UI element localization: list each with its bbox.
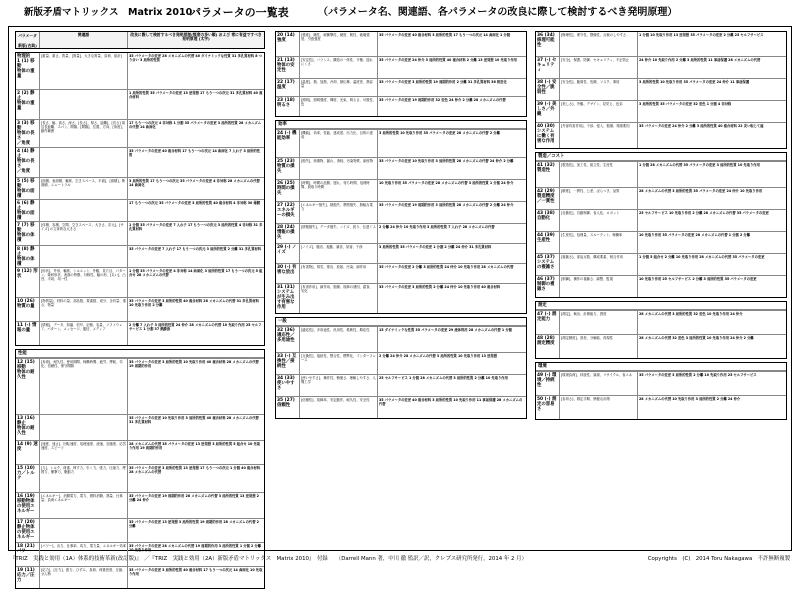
inventive-principles: 35 パラメータの変更 40 複合材料 17 もう一つの次元 14 曲面化 7 入れ子 3 局所的性質 [129, 148, 261, 157]
parameter-row [536, 100, 786, 122]
parameter-row [16, 518, 264, 542]
parameter-name: 2 (2) 静止 物体の重量 [16, 90, 40, 119]
parameter-name: 9 (12) 形状 [16, 268, 40, 297]
inventive-principles: 10 先取り作用 25 セルフサービス 2 分離 3 局所的性質 35 パラメータの変更 [639, 276, 757, 281]
parameter-name: 49 (-) 環境／持続性 [536, 372, 560, 395]
inventive-principles: 1 分割 35 パラメータの変更 4 非対称 14 曲面化 3 局所的性質 17 もう一つの次元 5 組合せ 28 メカニズムの代替 [129, 268, 263, 277]
related-terms: [外部有害作用]、干渉、侵入、損傷、環境要因 [560, 123, 638, 148]
parameter-name: 45 (37) システムの複雑さ [536, 254, 560, 275]
parameter-name: 18 (21) パワー [16, 543, 40, 566]
parameter-name: 40 (30) システムに働く有害な作用 [536, 123, 560, 148]
related-terms [40, 200, 128, 221]
parameter-row [536, 78, 786, 100]
parameter-name: 31 (31) システムが生み出す有害な作用 [276, 284, 300, 313]
parameter-name: 28 (24) 情報の損失 [276, 224, 300, 243]
parameter-row [16, 53, 264, 89]
inventive-principles: 35 パラメータの変更 19 周期的作用 32 変色 24 仲介 2 分離 28 メカニズムの代替 [379, 97, 506, 102]
related-terms: [製造性]、加工性、組立性、生産性 [560, 162, 638, 187]
related-terms: [体積、容積、空間、空きスペース、大きさ、次元]、[サイズ] の立体的な大きさ [40, 222, 128, 245]
column-3 [535, 31, 787, 547]
related-terms: [照明]、照明強度、輝度、光束、明るさ、可視性、色 [300, 97, 378, 116]
parameter-name: 13 (16) 静止 物体の耐久性 [16, 415, 40, 440]
parameter-name: 37 (-) セキュリティ [536, 57, 560, 78]
related-terms: [安定性]、バランス、構造の一体性、平衡、揺れにくさ [300, 57, 378, 78]
related-terms: [エネルギー]、消費電力、電力、燃料消費、熱量、仕事量、負荷エネルギー [40, 493, 128, 518]
parameter-row [16, 177, 264, 199]
inventive-principles: 3 局所的性質 17 もう一つの次元 35 パラメータの変更 4 非対称 28 メカニズムの代替 14 曲面化 [129, 178, 260, 187]
parameter-name: 14 (9) 速度 [16, 441, 40, 464]
parameter-row [536, 231, 786, 253]
parameter-name: 16 (19) 移動物体の使用エネルギー [16, 493, 40, 518]
related-terms: [重量、重さ、質量、[質量]、大きな質量、負荷、総計] [40, 53, 128, 89]
parameter-row [536, 371, 786, 395]
related-terms: [応力]、[圧力]、張力、ひずみ、負荷、荷重密度、圧縮、せん断 [40, 567, 128, 588]
column-2 [275, 31, 527, 547]
parameter-row [276, 352, 526, 374]
parameter-row [276, 283, 526, 313]
related-terms [40, 90, 128, 119]
inventive-principles: 35 パラメータの変更 3 局所的性質 2 分離 10 先取り作用 25 セルフサービス [639, 372, 757, 377]
related-terms: [ノイズ]、騒音、振動、雑音、妨害、干渉 [300, 244, 378, 263]
related-terms [40, 519, 128, 542]
inventive-principles: 35 パラメータの変更 3 局所的性質 40 複合材料 28 メカニズムの代替 31 多孔質材料 10 先取り作用 2 分離 [129, 298, 259, 307]
inventive-principles: 3 局所的性質 10 先取り作用 35 パラメータの変更 28 メカニズムの代替 2 分離 [379, 130, 500, 135]
parameter-name: 47 (-) 測定能力 [536, 311, 560, 334]
related-terms: [精度]、一貫性、公差、ばらつき、品質 [560, 188, 638, 209]
related-terms: [環境負荷]、持続性、資源、リサイクル、省エネ [560, 372, 638, 395]
group-title: 製造／コスト [536, 153, 786, 161]
parameter-row [16, 321, 264, 345]
inventive-principles: 2 分離 24 仲介 28 メカニズムの代替 3 局所的性質 10 先取り作用 13 逆発想 [379, 353, 497, 358]
related-terms [40, 148, 128, 177]
parameter-row [16, 297, 264, 321]
related-terms: [寿命]、耐久性、使用期間、稼働時間、疲労、摩耗、劣化、信頼性、保守間隔 [40, 359, 128, 414]
related-terms: [形状]、外形、輪郭、シルエット、外観、見た目、パターン、幾何形状、表面の特徴、対称性、幅の形、[丸い]、凸凹、平坦、均一性 [40, 268, 128, 297]
table-header [15, 31, 265, 49]
parameter-row [536, 209, 786, 231]
parameter-name: 17 (20) 静止物体の使用エネルギー [16, 519, 40, 542]
parameter-name: 12 (15) 移動 物体の耐久性 [16, 359, 40, 414]
parameter-row [276, 157, 526, 179]
parameter-group [275, 120, 527, 314]
group-title: 一般 [276, 318, 526, 326]
inventive-principles: 3 局所的性質 10 先取り作用 35 パラメータの変更 24 仲介 11 事前保護 [639, 79, 750, 84]
inventive-principles: 15 ダイナミックな性質 35 パラメータの変更 29 流体利用 28 メカニズムの代替 1 分割 [379, 327, 512, 332]
related-terms: [情報]、データ、知識、信号、記憶、容量、ソフトウェア、パターン、メッセージ、通信、メディア [40, 322, 128, 345]
parameter-name: 48 (28) 測定精度 [536, 335, 560, 358]
related-terms: [温度]、熱、加熱、冷却、熱伝導、温度差、熱容量 [300, 79, 378, 96]
parameter-row [16, 119, 264, 147]
inventive-principles: 28 メカニズムの代替 3 局所的性質 35 パラメータの変更 24 仲介 10 先取り作用 [639, 188, 763, 193]
parameter-name: 35 (27) 信頼性 [276, 397, 300, 418]
parameter-name: 44 (39) 生産性 [536, 232, 560, 253]
parameter-name: 20 (14) 強度 [276, 32, 300, 56]
parameter-row [16, 221, 264, 245]
related-terms: [容易さ]、測定手順、簡便な計測 [560, 396, 638, 419]
parameter-row [276, 96, 526, 116]
footer-citation: 『TRIZ 実践と効用（1A）体系的技術革新(改訂版)』 ／『TRIZ 実践と効用（2A）新版矛盾マトリックス Matrix 2010』 付録 （Darrell Mann 著，中川 徹 監訳／訳，クレプス研究所発行，2014 年 2 月） [10, 556, 527, 562]
page-footer [10, 553, 790, 565]
related-terms: [互換性]、接続性、整合性、標準化、インターフェース [300, 353, 378, 374]
parameter-row [536, 32, 786, 56]
table-header-row [16, 32, 264, 48]
related-terms: [損失]、廃棄物、漏れ、消耗、汚染物質、副産物 [300, 158, 378, 179]
parameter-group [535, 152, 787, 298]
parameter-name: 3 (3) 移動 物体の長さ ／角度 [16, 120, 40, 147]
parameter-row [16, 414, 264, 440]
related-terms: [生産性]、処理量、スループット、稼働率 [560, 232, 638, 253]
inventive-principles: 35 パラメータの変更 10 先取り作用 3 局所的性質 40 複合材料 28 メカニズムの代替 31 多孔質材料 [129, 415, 259, 424]
header-principles: 改良に際して検討するべき発明原理(頻度の多い順) および 常に有益ですべき発明原理 (太字) [128, 32, 264, 48]
parameter-row [536, 187, 786, 209]
parameter-row [16, 440, 264, 464]
inventive-principles: 24 仲介 10 先取り作用 2 分離 3 局所的性質 11 事前保護 28 メカニズムの代替 [639, 57, 761, 62]
inventive-principles: 35 パラメータの変更 40 複合材料 3 局所的性質 17 もう一つの次元 14 曲面化 1 分割 [379, 32, 511, 37]
related-terms: [信頼性]、故障率、安定動作、耐久性、安全性 [300, 397, 378, 418]
parameter-row [16, 267, 264, 297]
inventive-principles: 1 分割 35 パラメータの変更 7 入れ子 17 もう一つの次元 3 局所的性質 4 非対称 31 多孔質材料 [129, 222, 263, 231]
inventive-principles: 28 メカニズムの代替 3 局所的性質 32 変色 10 先取り作用 24 仲介 [639, 311, 743, 316]
parameter-row [276, 78, 526, 96]
parameter-name: 41 (32) 製造性 [536, 162, 560, 187]
doc-title: 新版矛盾マトリックス Matrix 2010 [24, 7, 193, 18]
inventive-principles: 35 パラメータの変更 2 分離 3 局所的性質 24 仲介 10 先取り作用 28 メカニズムの代替 [379, 264, 514, 269]
related-terms: [強度]、剛性、耐衝撃性、硬度、靭性、破壊強度、引張強度 [300, 32, 378, 56]
parameter-name: 8 (8) 静止 物体の体積 [16, 246, 40, 267]
footer-copyright: Copyrights (C) 2014 Toru Nakagawa 不許無断複製 [647, 556, 790, 562]
parameter-row [276, 374, 526, 396]
parameter-name: 42 (29) 製造精度／一貫性 [536, 188, 560, 209]
related-terms: [力]、トルク、荷重、押す力、引く力、張力、圧縮力、摩擦力、衝撃力、駆動力 [40, 465, 128, 492]
parameter-name: 5 (5) 移動 物体の面積 [16, 178, 40, 199]
inventive-principles: 35 パラメータの変更 28 メカニズムの代替 40 ダイナミックな性質 31 多孔質材料 8 つり合い 3 局所的性質 [129, 53, 262, 62]
parameter-group [15, 52, 265, 346]
inventive-principles: 35 パラメータの変更 3 局所的性質 40 複合材料 17 もう一つの次元 14 曲面化 10 先取り作用 [129, 567, 263, 576]
column-1 [15, 31, 265, 583]
parameter-name: 29 (-) ノイズ [276, 244, 300, 263]
parameter-row [16, 245, 264, 267]
parameter-name: 46 (37) 制御の複雑さ [536, 276, 560, 297]
related-terms: [物質量]、材料の量、部品数、要素数、成分、含有量、重さ、物量 [40, 298, 128, 321]
inventive-principles: 28 メカニズムの代替 10 先取り作用 3 局所的性質 2 分離 24 仲介 [639, 396, 741, 401]
inventive-principles: 1 分割 10 先取り作用 13 逆発想 35 パラメータの変更 2 分離 25 セルフサービス [639, 32, 764, 37]
parameter-name: 27 (22) エネルギーの損失 [276, 202, 300, 223]
parameter-row [276, 179, 526, 201]
inventive-principles: 3 局所的性質 35 パラメータの変更 32 変色 1 分割 4 非対称 [639, 101, 732, 106]
parameter-row [276, 263, 526, 283]
related-terms: [美しさ]、外観、デザイン、見栄え、色彩 [560, 101, 638, 122]
group-title: 性能 [16, 350, 264, 358]
parameter-row [536, 56, 786, 78]
parameter-group [275, 317, 527, 419]
parameter-name: 26 (25)時間の損失 [276, 180, 300, 201]
parameter-name: 19 (11) 応力／圧力 [16, 567, 40, 588]
parameter-row [16, 199, 264, 221]
related-terms: [修理性]、保守性、整備性、点検のしやすさ [560, 32, 638, 56]
parameter-name: 33 (-) 互換性／接続性 [276, 353, 300, 374]
parameter-name: 11 (-) 情報の量 [16, 322, 40, 345]
parameter-group [535, 31, 787, 149]
related-terms: [測定精度]、誤差、分解能、再現性 [560, 335, 638, 358]
parameter-name: 38 (-) 安全性／脆弱性 [536, 79, 560, 100]
parameter-name: 物理的 1 (1) 移動 物体の重量 [16, 53, 40, 89]
parameter-name: 36 (34) 修理可能性 [536, 32, 560, 56]
parameter-name: 23 (18) 明るさ [276, 97, 300, 116]
doc-subtitle-note: （パラメータ名、関連語、各パラメータの改良に際して検討するべき発明原理） [318, 7, 678, 18]
related-terms: [有害作用]、副作用、損傷、故障の誘因、腐食、劣化 [300, 284, 378, 313]
parameter-name: 21 (13) 物体の安定性 [276, 57, 300, 78]
related-terms: [安全性]、脆弱性、危険、リスク、事故 [560, 79, 638, 100]
parameter-group [275, 31, 527, 117]
inventive-principles: 2 分離 7 入れ子 3 局所的性質 24 仲介 28 メカニズムの代替 10 先取り作用 25 セルフサービス 1 分割 37 熱膨張 [129, 322, 262, 331]
parameter-row [276, 32, 526, 56]
parameter-row [276, 243, 526, 263]
parameter-group [535, 362, 787, 420]
inventive-principles: 17 もう一つの次元 35 パラメータの変更 3 局所的性質 40 複合材料 4 非対称 30 薄膜 [129, 200, 261, 205]
related-terms: [面積、表面積、輪郭、空きスペース、平面]、[面積]、断面積、ニュートラル [40, 178, 128, 199]
parameter-row [276, 201, 526, 223]
related-terms: [複雑さ]、部品点数、構成要素、相互作用 [560, 254, 638, 275]
related-terms: [安全]、保護、防御、セキュリティ、不正防止 [560, 57, 638, 78]
parameter-row [276, 396, 526, 418]
inventive-principles: 28 メカニズムの代替 35 パラメータの変更 13 逆発想 3 局所的性質 5 組合せ 10 先取り作用 19 周期的作用 [129, 441, 261, 450]
inventive-principles: 35 パラメータの変更 19 周期的作用 28 メカニズムの代替 3 局所的性質 13 逆発想 2 分離 24 仲介 [129, 493, 259, 502]
inventive-principles: 35 パラメータの変更 19 周期的作用 3 局所的性質 28 メカニズムの代替 2 分離 24 仲介 [379, 202, 514, 207]
parameter-name: 43 (38) 自動化 [536, 210, 560, 231]
parameter-name: 25 (23) 物質の損失 [276, 158, 300, 179]
group-title: 測定 [536, 302, 786, 310]
inventive-principles: 17 もう一つの次元 4 非対称 1 分割 35 パラメータの変更 3 局所的性質 28 メカニズムの代替 14 曲面化 [129, 120, 262, 129]
inventive-principles: 35 パラメータの変更 13 逆発想 3 局所的性質 19 周期的作用 28 メカニズムの代替 2 分離 [129, 519, 259, 528]
parameter-name: 7 (7) 移動 物体の体積 [16, 222, 40, 245]
parameter-name: 39 (-) 美しさ／外観 [536, 101, 560, 122]
inventive-principles: 10 先取り作用 35 パラメータの変更 28 メカニズムの代替 1 分割 2 分離 [639, 232, 751, 237]
inventive-principles: 35 パラメータの変更 24 仲介 3 局所的性質 40 複合材料 2 分離 13 逆発想 10 先取り作用 [379, 57, 517, 62]
inventive-principles: 35 パラメータの変更 24 仲介 2 分離 3 局所的性質 40 複合材料 22 災い転じて福 [639, 123, 764, 128]
related-terms: [機能]、効率、性能、達成度、出力比、目的の達成 [300, 130, 378, 157]
related-terms: [速度、速さ]、回転速度、処理速度、流速、加速度、応答速度、スピード [40, 441, 128, 464]
related-terms: [適応性]、多用途性、汎用性、柔軟性、順応性 [300, 327, 378, 352]
inventive-principles: 1 分割 5 組合せ 2 分離 10 先取り作用 28 メカニズムの代替 35 パラメータの変更 [639, 254, 765, 259]
parameter-name: 32 (36) 適応性／多用途性 [276, 327, 300, 352]
related-terms: [使いやすさ]、操作性、簡便さ、理解しやすさ、人間工学 [300, 375, 378, 396]
related-terms [40, 415, 128, 440]
inventive-principles: 2 分離 24 仲介 10 先取り作用 3 局所的性質 7 入れ子 28 メカニズムの代替 [379, 224, 495, 229]
header-parameter: パラメータ 新版(古典) [16, 32, 40, 48]
parameter-group [535, 301, 787, 359]
parameter-row [276, 129, 526, 157]
inventive-principles: 35 パラメータの変更 10 先取り作用 3 局所的性質 28 メカニズムの代替 24 仲介 2 分離 [379, 158, 514, 163]
inventive-principles: 10 先取り作用 35 パラメータの変更 28 メカニズムの代替 3 局所的性質 1 分割 24 仲介 [379, 180, 514, 185]
parameter-name: 34 (33) 使いやすさ [276, 375, 300, 396]
parameter-row [16, 464, 264, 492]
related-terms: [情報損失]、データ損失、ノイズ、誤り、伝達ミス [300, 224, 378, 243]
parameter-name: 10 (26) 物質の量 [16, 298, 40, 321]
parameter-row [16, 358, 264, 414]
parameter-row [16, 147, 264, 177]
inventive-principles: 35 パラメータの変更 7 入れ子 17 もう一つの次元 3 局所的性質 2 分離 31 多孔質材料 [129, 246, 262, 251]
parameter-row [16, 492, 264, 518]
related-terms: [長さ、幅、高さ、深さ、[長さ]、厚さ、距離]、[長さ] 周辺長距離、スパン、間隔、[間隔]、位置、方向、[角度]、動作範囲 [40, 120, 128, 147]
parameter-name: 24 (-) 機能効率 [276, 130, 300, 157]
parameter-row [276, 56, 526, 78]
inventive-principles: 35 パラメータの変更 28 メカニズムの代替 19 周期的作用 3 局所的性質 1 分割 2 分離 10 先取り作用 [129, 543, 262, 552]
page-header [0, 0, 800, 26]
related-terms: [制御]、操作の複雑さ、調整、監視 [560, 276, 638, 297]
parameter-name: 30 (-) 有害な放出 [276, 264, 300, 283]
parameter-row [536, 253, 786, 275]
parameter-name: 15 (10) 力／トルク [16, 465, 40, 492]
parameter-row [536, 395, 786, 419]
parameter-name: 50 (-) 測定の容易さ [536, 396, 560, 419]
related-terms: [パワー]、出力、仕事率、馬力、電力量、エネルギー効率 [40, 543, 128, 566]
inventive-principles: 25 セルフサービス 10 先取り作用 2 分離 28 メカニズムの代替 35 パラメータの変更 [639, 210, 769, 215]
parameter-row [276, 326, 526, 352]
parameter-row [276, 223, 526, 243]
inventive-principles: 1 分割 28 メカニズムの代替 35 パラメータの変更 3 局所的性質 10 先取り作用 [639, 162, 760, 167]
related-terms: [時間]、時間の浪費、遅れ、待ち時間、処理時間、段取り時間 [300, 180, 378, 201]
related-terms: [自動化]、自動制御、省人化、ロボット [560, 210, 638, 231]
related-terms [40, 246, 128, 267]
inventive-principles: 25 セルフサービス 1 分割 28 メカニズムの代替 3 局所的性質 2 分離 10 先取り作用 [379, 375, 508, 380]
inventive-principles: 35 パラメータの変更 3 局所的性質 19 周期的作用 2 分離 31 多孔質材料 36 相変化 [379, 79, 507, 84]
parameter-row [536, 334, 786, 358]
inventive-principles: 35 パラメータの変更 3 局所的性質 2 分離 24 仲介 10 先取り作用 40 複合材料 [379, 284, 501, 289]
doc-subtitle: パラメータの一覧表 [190, 6, 289, 19]
inventive-principles: 28 メカニズムの代替 32 変色 3 局所的性質 10 先取り作用 24 仲介 2 分離 [639, 335, 754, 340]
parameter-row [536, 161, 786, 187]
inventive-principles: 35 パラメータの変更 40 複合材料 3 局所的性質 10 先取り作用 11 事前保護 28 メカニズムの代替 [379, 397, 523, 406]
inventive-principles: 3 局所的性質 35 パラメータの変更 1 分割 2 分離 24 仲介 31 多孔質材料 [379, 244, 492, 249]
parameter-name: 4 (4) 静止 物体の長さ ／角度 [16, 148, 40, 177]
inventive-principles: 35 パラメータの変更 3 局所的性質 10 先取り作用 40 複合材料 28 メカニズムの代替 19 周期的作用 [129, 359, 259, 368]
parameter-name: 22 (17) 温度 [276, 79, 300, 96]
group-title: 効率 [276, 121, 526, 129]
header-related-terms: 関連語 [40, 32, 128, 48]
related-terms: [有害物]、排気、排出、放射、汚染、副作用 [300, 264, 378, 283]
inventive-principles: 35 パラメータの変更 3 局所的性質 13 逆発想 17 もう一つの次元 1 分割 40 複合材料 28 メカニズムの代替 [129, 465, 261, 474]
parameter-row [16, 89, 264, 119]
parameter-name: 6 (6) 静止 物体の面積 [16, 200, 40, 221]
inventive-principles: 1 局所的性質 35 パラメータの変更 13 逆発想 17 もう一つの次元 31 多孔質材料 40 複合材料 [129, 90, 263, 99]
parameter-row [536, 122, 786, 148]
parameter-row [536, 275, 786, 297]
related-terms: [測定]、検出、計測能力、感度 [560, 311, 638, 334]
parameter-row [16, 566, 264, 588]
related-terms: [エネルギー損失]、熱損失、摩擦損失、無駄な電力 [300, 202, 378, 223]
group-title: 環境 [536, 363, 786, 371]
parameter-row [536, 310, 786, 334]
